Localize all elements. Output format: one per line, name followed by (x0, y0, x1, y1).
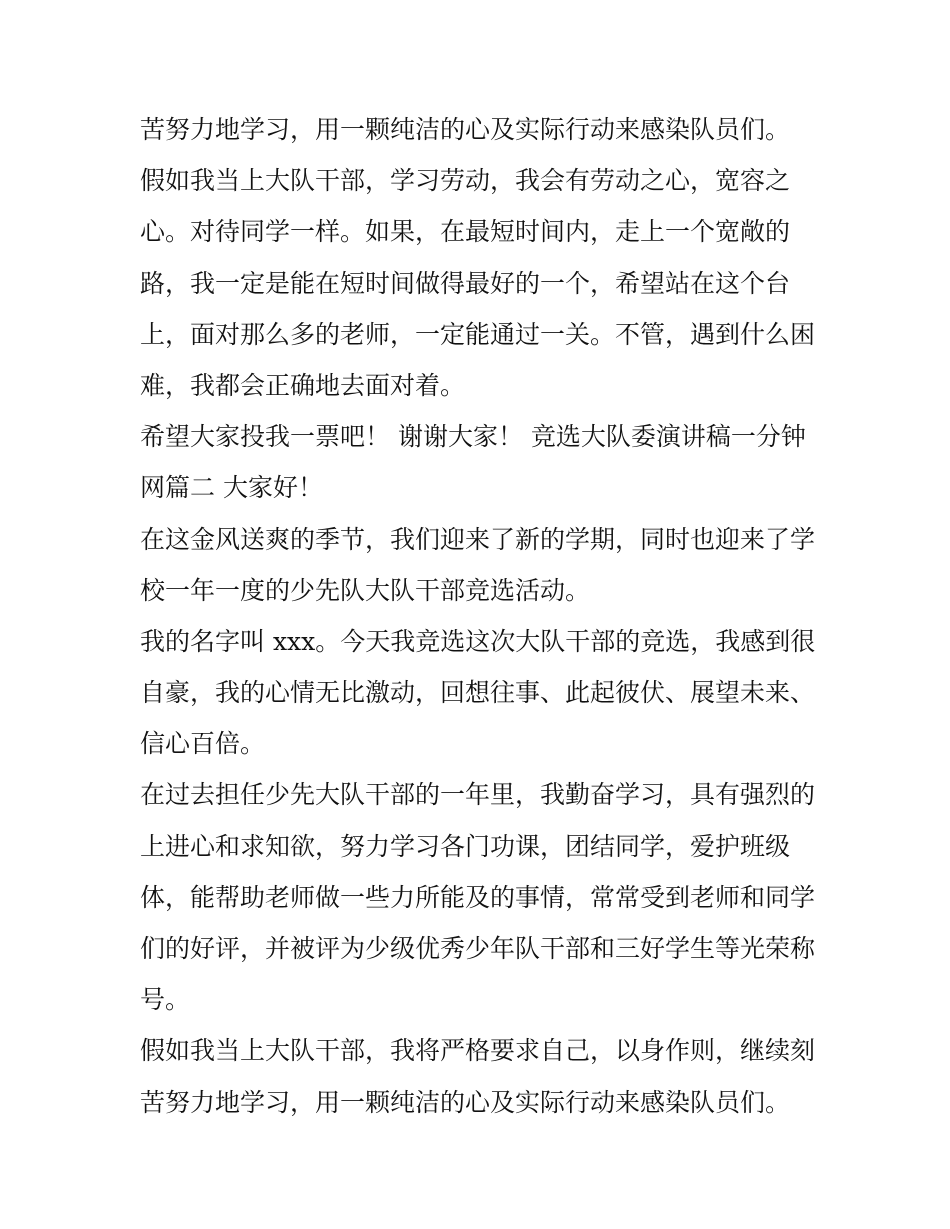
text-line: 自豪，我的心情无比激动，回想往事、此起彼伏、展望未来、 (140, 678, 816, 708)
text-line: 希望大家投我一票吧！ 谢谢大家！ 竞选大队委演讲稿一分钟 (140, 422, 806, 452)
document-body (140, 104, 830, 1128)
text-line: 上进心和求知欲，努力学习各门功课，团结同学，爱护班级 (140, 831, 791, 861)
text-line: 校一年一度的少先队大队干部竞选活动。 (140, 575, 591, 605)
text-line: 假如我当上大队干部，学习劳动，我会有劳动之心，宽容之 (140, 166, 791, 196)
text-line: 苦努力地学习，用一颗纯洁的心及实际行动来感染队员们。 (140, 115, 791, 144)
text-line: 苦努力地学习，用一颗纯洁的心及实际行动来感染队员们。 (140, 1087, 791, 1117)
text-line: 号。 (140, 985, 191, 1015)
text-line: 体，能帮助老师做一些力所能及的事情，常常受到老师和同学 (140, 882, 816, 912)
text-line: 我的名字叫 xxx。今天我竞选这次大队干部的竞选，我感到很 (140, 626, 816, 656)
text-line: 假如我当上大队干部，我将严格要求自己，以身作则，继续刻 (140, 1036, 816, 1066)
text-line: 网篇二 大家好！ (140, 473, 323, 503)
text-line: 上，面对那么多的老师，一定能通过一关。不管，遇到什么困 (140, 319, 816, 349)
text-line: 心。对待同学一样。如果，在最短时间内，走上一个宽敞的 (140, 217, 791, 247)
text-line: 们的好评，并被评为少级优秀少年队干部和三好学生等光荣称 (140, 934, 816, 963)
text-line: 难，我都会正确地去面对着。 (140, 370, 466, 400)
text-line: 在这金风送爽的季节，我们迎来了新的学期，同时也迎来了学 (140, 524, 816, 554)
text-line: 路，我一定是能在短时间做得最好的一个，希望站在这个台 (140, 268, 791, 298)
text-line: 信心百倍。 (140, 729, 266, 759)
text-line: 在过去担任少先大队干部的一年里，我勤奋学习，具有强烈的 (140, 780, 816, 810)
